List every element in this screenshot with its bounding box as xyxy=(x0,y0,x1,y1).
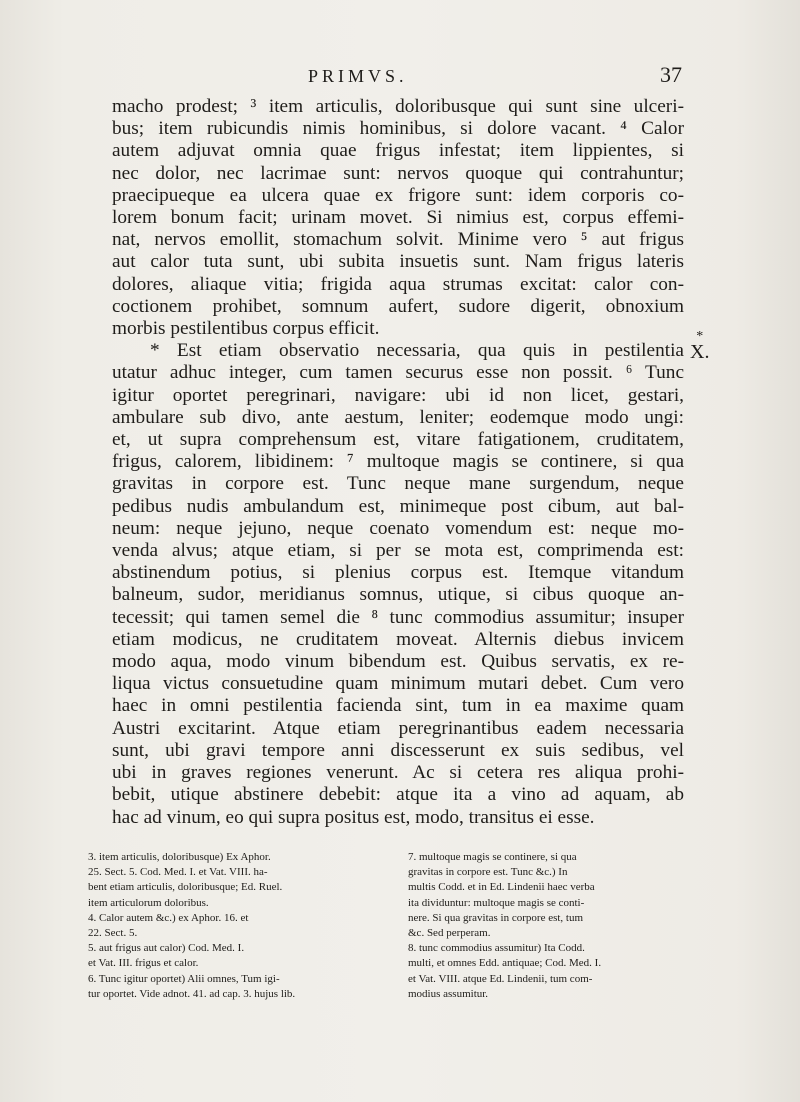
text-line: Austri excitarint. Atque etiam peregrinantibus eadem necessaria xyxy=(112,717,684,739)
text-line: et, ut supra comprehensum est, vitare fatigationem, cruditatem, xyxy=(112,429,684,451)
text-line: venda alvus; atque etiam, si per se mota est, comprimenda est: xyxy=(112,540,684,562)
footnote-line: et Vat. VIII. atque Ed. Lindenii, tum com- xyxy=(408,972,593,985)
text-line: * Est etiam observatio necessaria, qua quis in pestilentia xyxy=(150,340,684,362)
footnote-line: gravitas in corpore est. Tunc &c.) In xyxy=(408,866,568,879)
text-line: praecipueque ea ulcera quae ex frigore sunt: idem corporis co- xyxy=(112,184,684,206)
text-line: bebit, utique abstinere debebit: atque ita a vino ad aquam, ab xyxy=(112,784,684,806)
margin-chapter-mark xyxy=(690,329,710,363)
footnote-line: nere. Si qua gravitas in corpore est, tum xyxy=(408,911,584,924)
main-text xyxy=(112,96,684,829)
text-line: hac ad vinum, eo qui supra positus est, modo, transitus ei esse. xyxy=(112,806,595,828)
footnote-line: tur oportet. Vide adnot. 41. ad cap. 3. hujus lib. xyxy=(88,987,296,1000)
text-line: macho prodest; ³ item articulis, doloribusque qui sunt sine ulceri- xyxy=(112,96,684,117)
text-line: sunt, ubi gravi tempore anni discesserunt ex suis sedibus, vel xyxy=(112,739,684,761)
footnotes-left-column xyxy=(88,850,384,1002)
footnote-line: 3. item articulis, doloribusque) Ex Aphor. xyxy=(88,851,271,863)
running-title: PRIMVS. xyxy=(308,66,408,86)
footnote-line: multi, et omnes Edd. antiquae; Cod. Med. I. xyxy=(408,957,602,970)
text-line: tecessit; qui tamen semel die ⁸ tunc commodius assumitur; insuper xyxy=(112,606,684,628)
margin-asterisk: * xyxy=(696,329,704,344)
footnote-line: 6. Tunc igitur oportet) Alii omnes, Tum igi- xyxy=(88,972,280,985)
footnote-line: bent etiam articulis, doloribusque; Ed. Ruel. xyxy=(88,881,283,894)
footnote-line: 5. aut frigus aut calor) Cod. Med. I. xyxy=(88,942,245,955)
footnote-line: 22. Sect. 5. xyxy=(88,927,138,940)
text-line: utatur adhuc integer, cum tamen securus esse non possit. ⁶ Tunc xyxy=(112,362,684,384)
footnotes-right-column xyxy=(408,850,708,1002)
text-line: ambulare sub divo, ante aestum, leniter; eodemque modo ungi: xyxy=(112,406,684,428)
text-line: abstinendum potius, si plenius corpus est. Itemque vitandum xyxy=(112,562,684,584)
margin-chapter-number: X. xyxy=(690,341,710,363)
text-line: autem adjuvat omnia quae frigus infestat; item lippientes, si xyxy=(112,140,684,162)
text-line: morbis pestilentibus corpus efficit. xyxy=(112,318,380,340)
text-line: modo aqua, modo vinum bibendum est. Quibus servatis, ex re- xyxy=(112,651,684,673)
footnote-line: 4. Calor autem &c.) ex Aphor. 16. et xyxy=(88,911,249,924)
footnote-line: 25. Sect. 5. Cod. Med. I. et Vat. VIII. ha- xyxy=(88,866,268,879)
text-line: liqua victus consuetudine quam minimum mutari debet. Cum vero xyxy=(112,673,684,695)
page-header xyxy=(112,62,682,98)
text-line: lorem bonum facit; urinam movet. Si nimius est, corpus effemi- xyxy=(112,207,684,229)
text-line: pedibus nudis ambulandum est, minimeque post cibum, aut bal- xyxy=(112,495,684,517)
footnote-line: multis Codd. et in Ed. Lindenii haec verba xyxy=(408,881,595,894)
footnote-line: item articulorum doloribus. xyxy=(88,896,209,909)
text-line: igitur oportet peregrinari, navigare: ubi id non licet, gestari, xyxy=(112,384,684,406)
text-line: aut calor tuta sunt, ubi subita insuetis sunt. Nam frigus lateris xyxy=(112,251,684,273)
text-line: coctionem prohibet, somnum aufert, sudore digerit, obnoxium xyxy=(112,295,684,317)
text-line: ubi in graves regiones venerunt. Ac si cetera res aliqua prohi- xyxy=(112,762,684,784)
footnote-line: modius assumitur. xyxy=(408,987,489,1000)
text-line: nec dolor, nec lacrimae sunt: nervos quoque qui contrahuntur; xyxy=(112,162,684,184)
footnote-line: 8. tunc commodius assumitur) Ita Codd. xyxy=(408,942,585,955)
footnote-line: et Vat. III. frigus et calor. xyxy=(88,957,199,970)
text-line: haec in omni pestilentia facienda sint, tum in ea maxime quam xyxy=(112,695,684,717)
text-line: balneum, sudor, meridianus somnus, utique, si cibus quoque an- xyxy=(112,584,684,606)
text-line: frigus, calorem, libidinem: ⁷ multoque magis se continere, si qua xyxy=(112,451,684,473)
text-line: gravitas in corpore est. Tunc neque mane surgendum, neque xyxy=(112,473,684,495)
text-line: bus; item rubicundis nimis hominibus, si dolore vacant. ⁴ Calor xyxy=(112,118,684,140)
text-line: dolores, aliaque vitia; frigida aqua strumas excitat: calor con- xyxy=(112,273,684,295)
page-number: 37 xyxy=(660,62,682,87)
text-line: nat, nervos emollit, stomachum solvit. Minime vero ⁵ aut frigus xyxy=(112,229,684,251)
text-line: neum: neque jejuno, neque coenato vomendum est: neque mo- xyxy=(112,517,684,539)
footnote-line: 7. multoque magis se continere, si qua xyxy=(408,851,577,863)
footnote-line: &c. Sed perperam. xyxy=(408,927,491,940)
footnote-line: ita dividuntur: multoque magis se conti- xyxy=(408,896,585,909)
text-line: etiam modicus, ne cruditatem moveat. Alternis diebus invicem xyxy=(112,628,684,650)
